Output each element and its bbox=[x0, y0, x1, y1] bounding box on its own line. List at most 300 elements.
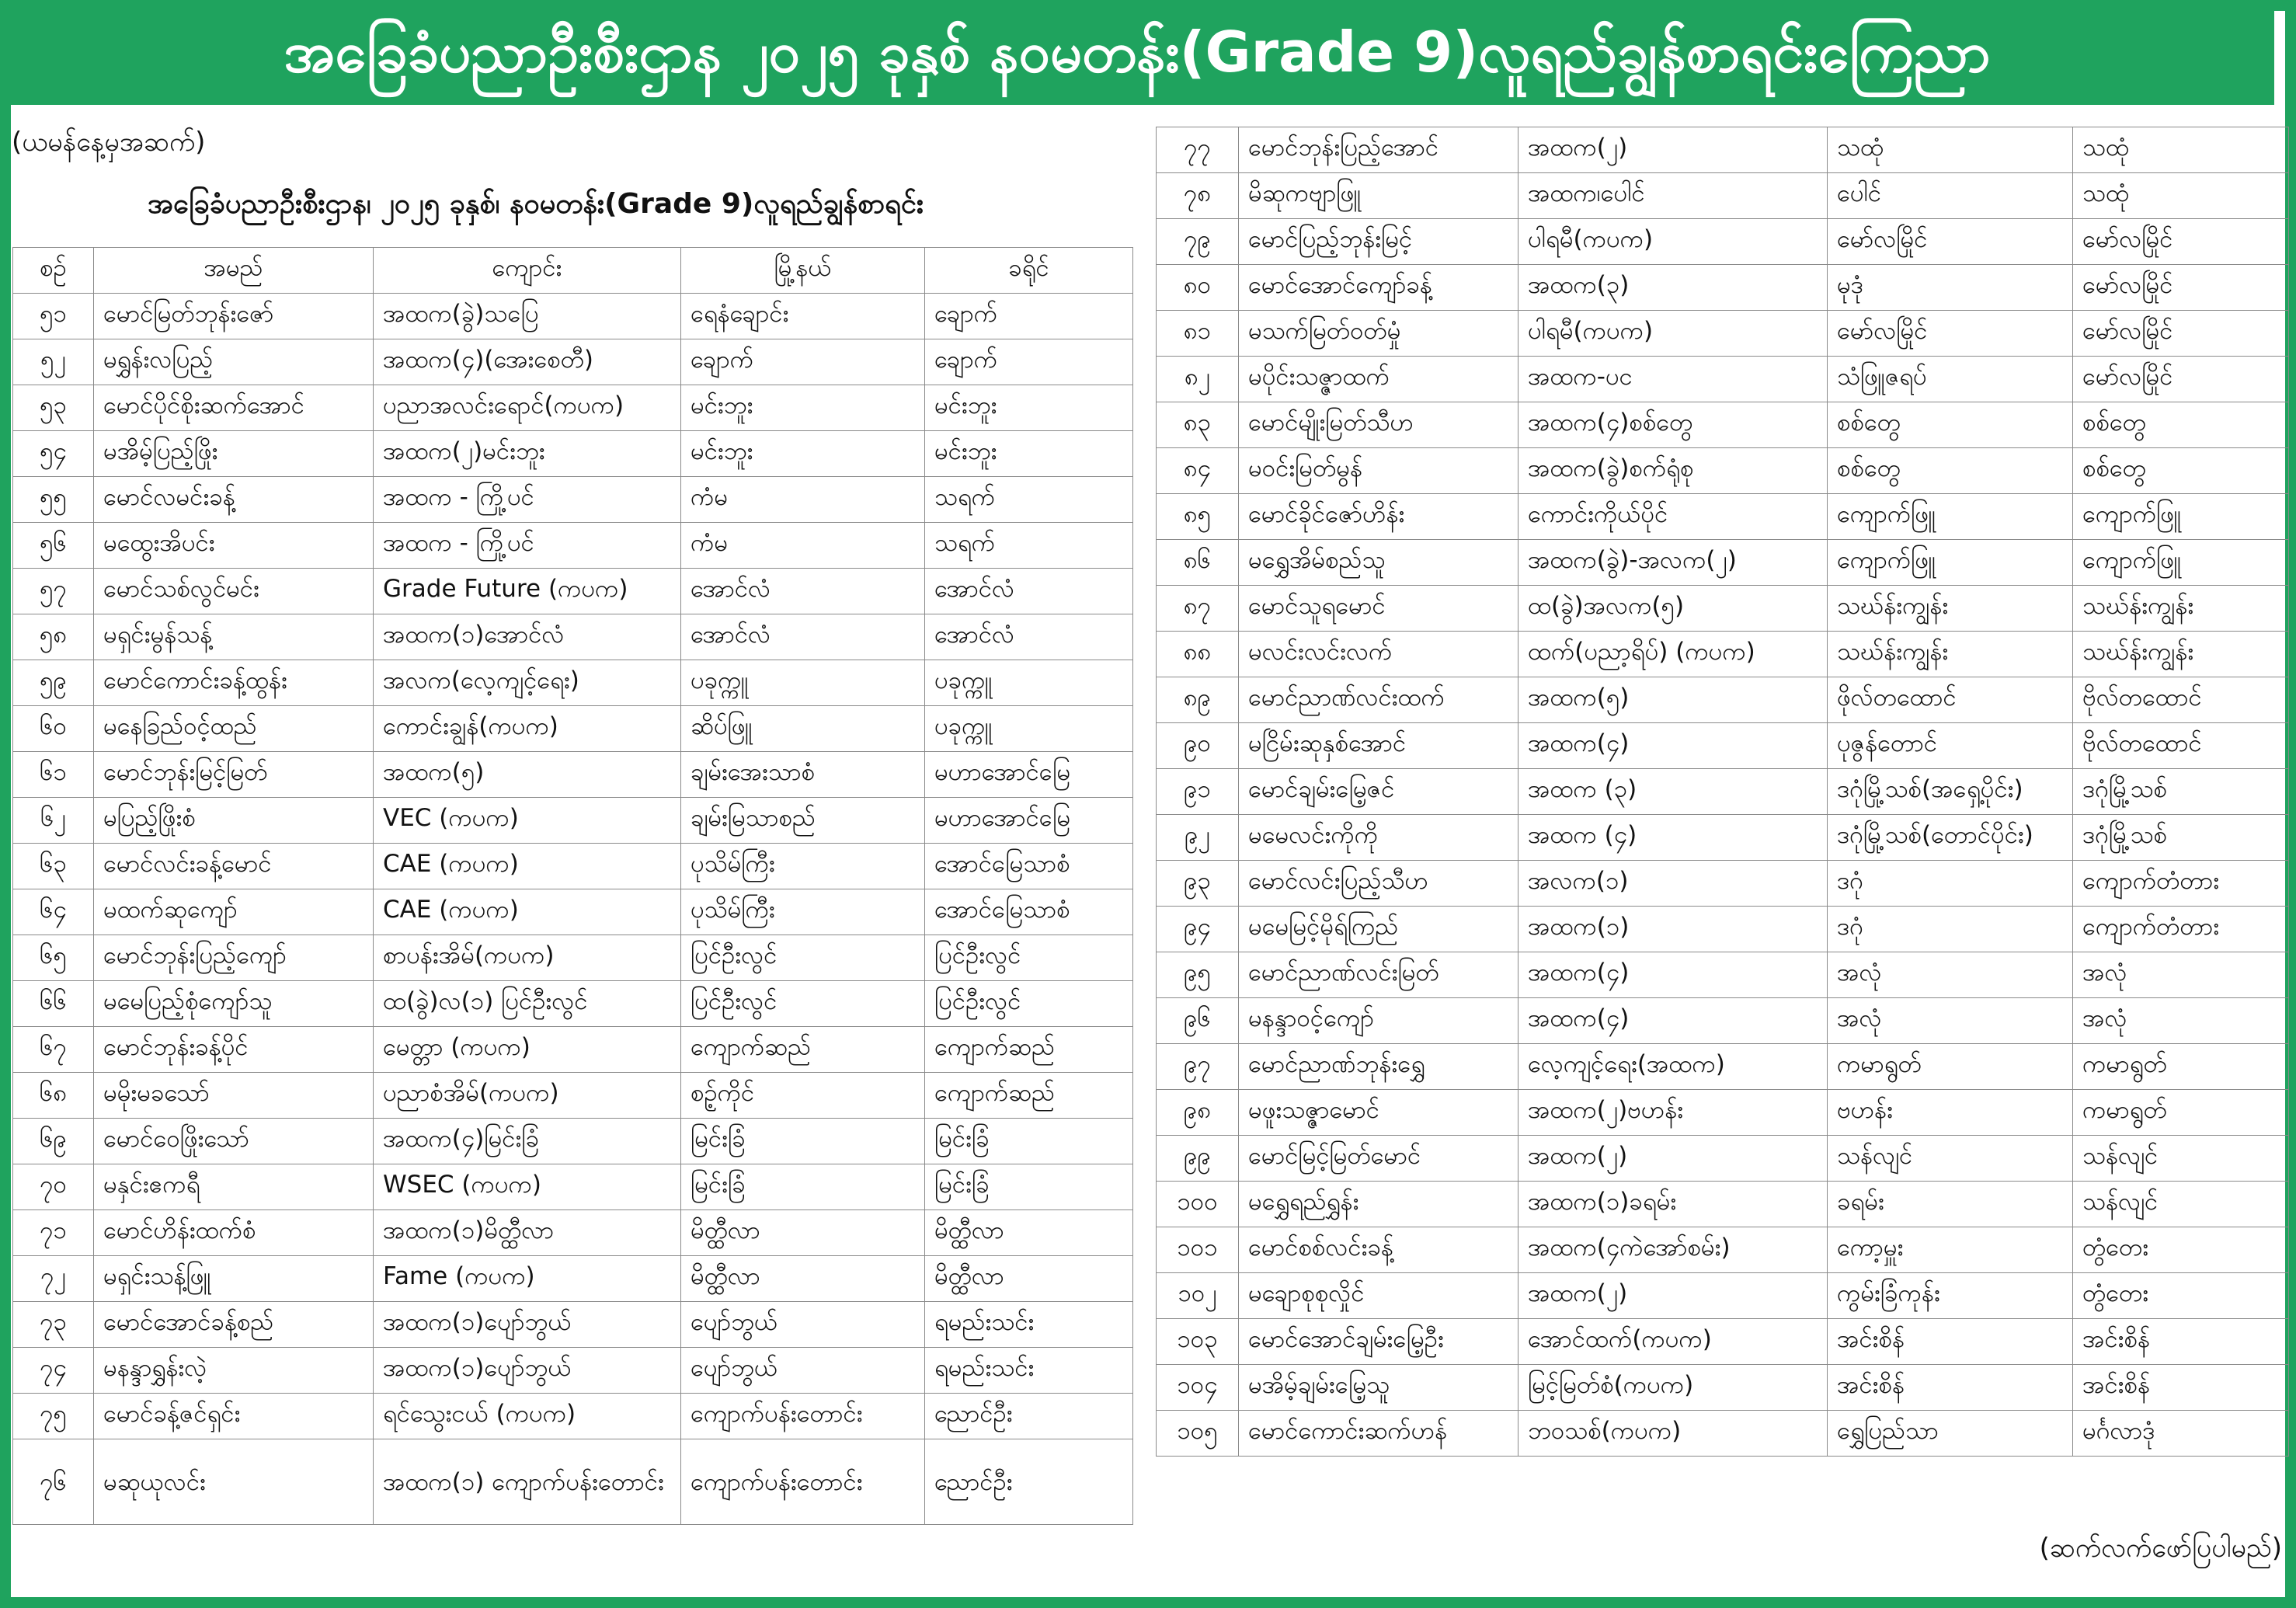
cell-name: မောင်စစ်လင်းခန့် bbox=[1239, 1227, 1518, 1273]
table-row bbox=[1157, 998, 2289, 1044]
table-row bbox=[1157, 402, 2289, 448]
cell-township: ကော့မှူး bbox=[1828, 1227, 2073, 1273]
cell-township: ပြင်ဦးလွင် bbox=[681, 935, 925, 981]
cell-school: အထက(၂)မင်းဘူး bbox=[374, 431, 681, 477]
table-row bbox=[13, 1439, 1133, 1525]
cell-no: ၇၈ bbox=[1157, 173, 1239, 219]
cell-no: ၉၇ bbox=[1157, 1044, 1239, 1090]
table-row bbox=[1157, 1044, 2289, 1090]
cell-township: ကမာရွတ် bbox=[1828, 1044, 2073, 1090]
cell-district: အောင်လံ bbox=[925, 569, 1133, 614]
cell-township: ကျောက်ပန်းတောင်း bbox=[681, 1394, 925, 1439]
cell-township: အောင်လံ bbox=[681, 614, 925, 660]
cell-no: ၅၂ bbox=[13, 339, 94, 385]
cell-name: မောင်ချမ်းမြေ့ဇင် bbox=[1239, 769, 1518, 815]
table-row bbox=[13, 981, 1133, 1027]
cell-school: ပါရမီ(ကပက) bbox=[1518, 219, 1828, 265]
cell-school: ဘဝသစ်(ကပက) bbox=[1518, 1411, 1828, 1457]
cell-township: မော်လမြိုင် bbox=[1828, 311, 2073, 357]
cell-name: မောင်ဘုန်းမြင့်မြတ် bbox=[94, 752, 374, 798]
table-row bbox=[13, 614, 1133, 660]
table-row bbox=[13, 339, 1133, 385]
cell-name: မောင်ညာဏ်လင်းထက် bbox=[1239, 677, 1518, 723]
cell-township: မင်းဘူး bbox=[681, 431, 925, 477]
cell-name: မမေပြည့်စုံကျော်သူ bbox=[94, 981, 374, 1027]
cell-township: ရွှေပြည်သာ bbox=[1828, 1411, 2073, 1457]
table-row bbox=[1157, 1090, 2289, 1136]
cell-school: အထက(၁) ကျောက်ပန်းတောင်း bbox=[374, 1439, 681, 1525]
table-row bbox=[13, 844, 1133, 889]
cell-township: ကျောက်ဖြူ bbox=[1828, 540, 2073, 586]
cell-no: ၇၀ bbox=[13, 1164, 94, 1210]
cell-township: ကျောက်ဖြူ bbox=[1828, 494, 2073, 540]
cell-district: ကျောက်တံတား bbox=[2073, 907, 2289, 952]
cell-name: မောင်ဘုန်းပြည့်ကျော် bbox=[94, 935, 374, 981]
cell-district: အလုံ bbox=[2073, 998, 2289, 1044]
cell-district: သဃ်န်းကျွန်း bbox=[2073, 632, 2289, 677]
cell-township: အလုံ bbox=[1828, 952, 2073, 998]
table-header-row bbox=[13, 248, 1133, 294]
cell-school: Fame (ကပက) bbox=[374, 1256, 681, 1302]
table-row bbox=[1157, 861, 2289, 907]
cell-township: မော်လမြိုင် bbox=[1828, 219, 2073, 265]
cell-district: အောင်မြေသာစံ bbox=[925, 889, 1133, 935]
cell-school: အထက(၅) bbox=[374, 752, 681, 798]
cell-no: ၇၅ bbox=[13, 1394, 94, 1439]
cell-district: မဟာအောင်မြေ bbox=[925, 798, 1133, 844]
table-row bbox=[1157, 952, 2289, 998]
table-row bbox=[1157, 723, 2289, 769]
cell-township: ပျော်ဘွယ် bbox=[681, 1348, 925, 1394]
table-row bbox=[1157, 1136, 2289, 1182]
cell-name: မရွှေအိမ်စည်သူ bbox=[1239, 540, 1518, 586]
cell-district: သရက် bbox=[925, 477, 1133, 523]
cell-no: ၁၀၀ bbox=[1157, 1182, 1239, 1227]
cell-school: အထက(၁)ပျော်ဘွယ် bbox=[374, 1302, 681, 1348]
table-row bbox=[1157, 1411, 2289, 1457]
cell-township: ပျော်ဘွယ် bbox=[681, 1302, 925, 1348]
table-row bbox=[1157, 494, 2289, 540]
table-row bbox=[1157, 127, 2289, 173]
cell-district: ကျောက်တံတား bbox=[2073, 861, 2289, 907]
cell-district: ပြင်ဦးလွင် bbox=[925, 935, 1133, 981]
cell-district: ကျောက်ဆည် bbox=[925, 1073, 1133, 1119]
cell-district: သထုံ bbox=[2073, 127, 2289, 173]
cell-name: မလင်းလင်းလက် bbox=[1239, 632, 1518, 677]
cell-township: အောင်လံ bbox=[681, 569, 925, 614]
cell-township: စစ်တွေ bbox=[1828, 402, 2073, 448]
cell-no: ၇၄ bbox=[13, 1348, 94, 1394]
cell-school: ပါရမီ(ကပက) bbox=[1518, 311, 1828, 357]
table-subtitle: အခြေခံပညာဦးစီးဌာန၊ ၂၀၂၅ ခုနှစ်၊ နဝမတန်း(Grade 9)လူရည်ချွန်စာရင်း bbox=[148, 188, 924, 220]
cell-school: အထက(၁) bbox=[1518, 907, 1828, 952]
table-row bbox=[13, 1394, 1133, 1439]
cell-district: သန်လျင် bbox=[2073, 1136, 2289, 1182]
cell-school: ရင်သွေးငယ် (ကပက) bbox=[374, 1394, 681, 1439]
cell-school: အထက(၁)ခရမ်း bbox=[1518, 1182, 1828, 1227]
cell-district: ကျောက်ဆည် bbox=[925, 1027, 1133, 1073]
cell-township: သဃ်န်းကျွန်း bbox=[1828, 586, 2073, 632]
cell-district: ချောက် bbox=[925, 339, 1133, 385]
table-row bbox=[1157, 677, 2289, 723]
cell-no: ၈၆ bbox=[1157, 540, 1239, 586]
cell-name: မောင်မြင့်မြတ်မောင် bbox=[1239, 1136, 1518, 1182]
cell-school: အလက(၁) bbox=[1518, 861, 1828, 907]
cell-township: ပုသိမ်ကြီး bbox=[681, 844, 925, 889]
cell-township: ဒဂုံမြို့သစ်(တောင်ပိုင်း) bbox=[1828, 815, 2073, 861]
cell-no: ၈၃ bbox=[1157, 402, 1239, 448]
cell-no: ၈၂ bbox=[1157, 357, 1239, 402]
cell-no: ၈၈ bbox=[1157, 632, 1239, 677]
cell-school: အထက(ခွဲ)သပြေ bbox=[374, 294, 681, 339]
cell-no: ၈၅ bbox=[1157, 494, 1239, 540]
cell-school: ကောင်းကိုယ်ပိုင် bbox=[1518, 494, 1828, 540]
cell-name: မဝင်းမြတ်မွန် bbox=[1239, 448, 1518, 494]
cell-no: ၅၅ bbox=[13, 477, 94, 523]
cell-district: တွံတေး bbox=[2073, 1273, 2289, 1319]
cell-district: မြင်းခြံ bbox=[925, 1119, 1133, 1164]
cell-township: အလုံ bbox=[1828, 998, 2073, 1044]
cell-school: အောင်ထက်(ကပက) bbox=[1518, 1319, 1828, 1365]
cell-name: မမေလင်းကိုကို bbox=[1239, 815, 1518, 861]
cell-township: သံဖြူဇရပ် bbox=[1828, 357, 2073, 402]
left-table bbox=[12, 247, 1133, 1525]
cell-township: ပေါင် bbox=[1828, 173, 2073, 219]
header-name: အမည် bbox=[94, 248, 374, 294]
table-row bbox=[1157, 586, 2289, 632]
cell-school: Grade Future (ကပက) bbox=[374, 569, 681, 614]
cell-district: ချောက် bbox=[925, 294, 1133, 339]
header-no: စဉ် bbox=[13, 248, 94, 294]
cell-no: ၉၆ bbox=[1157, 998, 1239, 1044]
cell-district: စစ်တွေ bbox=[2073, 448, 2289, 494]
cell-district: သရက် bbox=[925, 523, 1133, 569]
cell-name: မောင်ဘုန်းခန့်ပိုင် bbox=[94, 1027, 374, 1073]
cell-district: ပခုက္ကူ bbox=[925, 706, 1133, 752]
cell-name: မဆုယုလင်း bbox=[94, 1439, 374, 1525]
cell-name: မဖူးသဇ္ဇာမောင် bbox=[1239, 1090, 1518, 1136]
table-row bbox=[13, 798, 1133, 844]
cell-no: ၁၀၄ bbox=[1157, 1365, 1239, 1411]
cell-school: စာပန်းအိမ်(ကပက) bbox=[374, 935, 681, 981]
table-row bbox=[1157, 1319, 2289, 1365]
table-row bbox=[13, 1119, 1133, 1164]
cell-township: သထုံ bbox=[1828, 127, 2073, 173]
cell-school: ထ(ခွဲ)လ(၁) ပြင်ဦးလွင် bbox=[374, 981, 681, 1027]
cell-no: ၅၇ bbox=[13, 569, 94, 614]
cell-no: ၆၇ bbox=[13, 1027, 94, 1073]
cell-name: မောင်အောင်ချမ်းမြေ့ဦး bbox=[1239, 1319, 1518, 1365]
cell-name: မောင်ညာဏ်ဘုန်းရွှေ bbox=[1239, 1044, 1518, 1090]
cell-no: ၇၉ bbox=[1157, 219, 1239, 265]
cell-township: ပုဇွန်တောင် bbox=[1828, 723, 2073, 769]
cell-name: မပိုင်းသဇ္ဇာထက် bbox=[1239, 357, 1518, 402]
cell-no: ၆၄ bbox=[13, 889, 94, 935]
cell-school: ပညာစံအိမ်(ကပက) bbox=[374, 1073, 681, 1119]
cell-no: ၅၆ bbox=[13, 523, 94, 569]
cell-school: အထက၊ပေါင် bbox=[1518, 173, 1828, 219]
cell-school: အထက(၄) bbox=[1518, 998, 1828, 1044]
cell-district: မင်္ဂလာဒုံ bbox=[2073, 1411, 2289, 1457]
cell-district: ညောင်ဦး bbox=[925, 1394, 1133, 1439]
cell-district: မော်လမြိုင် bbox=[2073, 357, 2289, 402]
cell-school: အထက(၄)(အေးစေတီ) bbox=[374, 339, 681, 385]
cell-name: မောင်ခန့်ဇင်ရှင်း bbox=[94, 1394, 374, 1439]
table-row bbox=[1157, 907, 2289, 952]
cell-school: ထ(ခွဲ)အလက(၅) bbox=[1518, 586, 1828, 632]
cell-district: အင်းစိန် bbox=[2073, 1319, 2289, 1365]
cell-township: ဒဂုံမြို့သစ်(အရှေ့ပိုင်း) bbox=[1828, 769, 2073, 815]
cell-name: မနန္ဒာဝင့်ကျော် bbox=[1239, 998, 1518, 1044]
table-row bbox=[13, 431, 1133, 477]
cell-school: CAE (ကပက) bbox=[374, 844, 681, 889]
table-row bbox=[13, 706, 1133, 752]
cell-township: ကျောက်ဆည် bbox=[681, 1027, 925, 1073]
right-table bbox=[1156, 127, 2289, 1457]
cell-no: ၈၇ bbox=[1157, 586, 1239, 632]
cell-school: အထက(၁)ပျော်ဘွယ် bbox=[374, 1348, 681, 1394]
table-row bbox=[1157, 1227, 2289, 1273]
cell-township: ပုသိမ်ကြီး bbox=[681, 889, 925, 935]
table-row bbox=[13, 1302, 1133, 1348]
cell-school: CAE (ကပက) bbox=[374, 889, 681, 935]
table-row bbox=[1157, 815, 2289, 861]
cell-no: ၉၈ bbox=[1157, 1090, 1239, 1136]
table-row bbox=[13, 1256, 1133, 1302]
cell-school: မြင့်မြတ်စံ(ကပက) bbox=[1518, 1365, 1828, 1411]
cell-district: အောင်လံ bbox=[925, 614, 1133, 660]
cell-name: မောင်မြတ်ဘုန်းဇော် bbox=[94, 294, 374, 339]
cell-name: မောင်အောင်ကျော်ခန့် bbox=[1239, 265, 1518, 311]
cell-no: ၁၀၃ bbox=[1157, 1319, 1239, 1365]
cell-district: ကမာရွတ် bbox=[2073, 1044, 2289, 1090]
cell-no: ၅၁ bbox=[13, 294, 94, 339]
table-row bbox=[1157, 265, 2289, 311]
cell-district: မဟာအောင်မြေ bbox=[925, 752, 1133, 798]
table-row bbox=[13, 935, 1133, 981]
cell-no: ၉၅ bbox=[1157, 952, 1239, 998]
cell-district: ဒဂုံမြို့သစ် bbox=[2073, 769, 2289, 815]
cell-school: အထက-ပင bbox=[1518, 357, 1828, 402]
cell-name: မောင်ပြည့်ဘုန်းမြင့် bbox=[1239, 219, 1518, 265]
cell-township: မိတ္ထီလာ bbox=[681, 1210, 925, 1256]
table-row bbox=[13, 385, 1133, 431]
table-row bbox=[1157, 769, 2289, 815]
cell-name: မောင်မျိုးမြတ်သီဟ bbox=[1239, 402, 1518, 448]
cell-district: တွံတေး bbox=[2073, 1227, 2289, 1273]
cell-district: မော်လမြိုင် bbox=[2073, 265, 2289, 311]
banner-title: အခြေခံပညာဦးစီးဌာန ၂၀၂၅ ခုနှစ် နဝမတန်း(Grade 9)လူရည်ချွန်စာရင်းကြေညာ bbox=[0, 0, 2274, 105]
cell-township: ပြင်ဦးလွင် bbox=[681, 981, 925, 1027]
table-row bbox=[1157, 632, 2289, 677]
cell-school: မေတ္တာ (ကပက) bbox=[374, 1027, 681, 1073]
cell-no: ၇၁ bbox=[13, 1210, 94, 1256]
cell-school: အထက (၄) bbox=[1518, 815, 1828, 861]
cell-name: မောင်ခိုင်ဇော်ဟိန်း bbox=[1239, 494, 1518, 540]
cell-no: ၁၀၂ bbox=[1157, 1273, 1239, 1319]
cell-no: ၆၅ bbox=[13, 935, 94, 981]
cell-school: အထက - ကြို့ပင် bbox=[374, 477, 681, 523]
cell-school: အထက(၂)ဗဟန်း bbox=[1518, 1090, 1828, 1136]
cell-no: ၉၉ bbox=[1157, 1136, 1239, 1182]
cell-school: အထက(၄ကဲအော်စမ်း) bbox=[1518, 1227, 1828, 1273]
cell-school: လေ့ကျင့်ရေး(အထက) bbox=[1518, 1044, 1828, 1090]
cell-township: ဆိပ်ဖြူ bbox=[681, 706, 925, 752]
cell-township: အင်းစိန် bbox=[1828, 1319, 2073, 1365]
table-row bbox=[1157, 448, 2289, 494]
cell-name: မအိမ့်ပြည့်ဖြိုး bbox=[94, 431, 374, 477]
cell-school: အထက(၂) bbox=[1518, 1136, 1828, 1182]
cell-no: ၁၀၁ bbox=[1157, 1227, 1239, 1273]
table-row bbox=[13, 1164, 1133, 1210]
cell-no: ၅၄ bbox=[13, 431, 94, 477]
cell-district: ပခုက္ကူ bbox=[925, 660, 1133, 706]
cell-no: ၈၁ bbox=[1157, 311, 1239, 357]
cell-township: ရေနံချောင်း bbox=[681, 294, 925, 339]
cell-school: အထက - ကြို့ပင် bbox=[374, 523, 681, 569]
cell-township: ပခုက္ကူ bbox=[681, 660, 925, 706]
cell-name: မောင်သူရမောင် bbox=[1239, 586, 1518, 632]
cell-name: မထွေးအိပင်း bbox=[94, 523, 374, 569]
cell-district: အင်းစိန် bbox=[2073, 1365, 2289, 1411]
cell-name: မောင်ဝေဖြိုးသော် bbox=[94, 1119, 374, 1164]
table-row bbox=[13, 477, 1133, 523]
cell-township: ဖိုလ်တထောင် bbox=[1828, 677, 2073, 723]
cell-district: ညောင်ဦး bbox=[925, 1439, 1133, 1525]
table-row bbox=[1157, 1273, 2289, 1319]
cell-no: ၆၆ bbox=[13, 981, 94, 1027]
table-row bbox=[1157, 357, 2289, 402]
cell-township: ကျောက်ပန်းတောင်း bbox=[681, 1439, 925, 1525]
cell-district: ဒဂုံမြို့သစ် bbox=[2073, 815, 2289, 861]
table-row bbox=[13, 569, 1133, 614]
cell-name: မပြည့်ဖြိုးစံ bbox=[94, 798, 374, 844]
cell-township: ကံမ bbox=[681, 477, 925, 523]
cell-district: သထုံ bbox=[2073, 173, 2289, 219]
cell-name: မထက်ဆုကျော် bbox=[94, 889, 374, 935]
cell-school: ကောင်းချွန်(ကပက) bbox=[374, 706, 681, 752]
cell-name: မိဆုကဗျာဖြူ bbox=[1239, 173, 1518, 219]
header-township: မြို့နယ် bbox=[681, 248, 925, 294]
cell-district: မော်လမြိုင် bbox=[2073, 311, 2289, 357]
cell-district: ကျောက်ဖြူ bbox=[2073, 494, 2289, 540]
cell-no: ၇၇ bbox=[1157, 127, 1239, 173]
cell-name: မရွှန်းလပြည့် bbox=[94, 339, 374, 385]
table-row bbox=[1157, 219, 2289, 265]
cell-school: ထက်(ပညာ့ရိပ်) (ကပက) bbox=[1518, 632, 1828, 677]
table-row bbox=[13, 1027, 1133, 1073]
cell-no: ၉၃ bbox=[1157, 861, 1239, 907]
cell-name: မအိမ့်ချမ်းမြေ့သူ bbox=[1239, 1365, 1518, 1411]
cell-township: အင်းစိန် bbox=[1828, 1365, 2073, 1411]
cell-school: အထက(၁)မိတ္ထီလာ bbox=[374, 1210, 681, 1256]
cell-district: အောင်မြေသာစံ bbox=[925, 844, 1133, 889]
cell-no: ၈၀ bbox=[1157, 265, 1239, 311]
cell-name: မချောစုစုလှိုင် bbox=[1239, 1273, 1518, 1319]
cell-township: ဒဂုံ bbox=[1828, 861, 2073, 907]
cell-township: သဃ်န်းကျွန်း bbox=[1828, 632, 2073, 677]
cell-district: အလုံ bbox=[2073, 952, 2289, 998]
cell-name: မောင်လင်းခန့်မောင် bbox=[94, 844, 374, 889]
table-row bbox=[13, 1210, 1133, 1256]
cell-no: ၉၂ bbox=[1157, 815, 1239, 861]
cell-district: ဗိုလ်တထောင် bbox=[2073, 677, 2289, 723]
footer-note: (ဆက်လက်ဖော်ပြပါမည်) bbox=[2039, 1533, 2282, 1564]
cell-name: မနေခြည်ဝင့်ထည် bbox=[94, 706, 374, 752]
cell-district: မိတ္ထီလာ bbox=[925, 1210, 1133, 1256]
table-row bbox=[13, 752, 1133, 798]
cell-name: မရှင်းမွန်သန့် bbox=[94, 614, 374, 660]
cell-school: အထက(၄)မြင်းခြံ bbox=[374, 1119, 681, 1164]
cell-name: မောင်ပိုင်စိုးဆက်အောင် bbox=[94, 385, 374, 431]
cell-school: အထက(၁)အောင်လံ bbox=[374, 614, 681, 660]
cell-township: စစ်တွေ bbox=[1828, 448, 2073, 494]
cell-school: အထက(၄) bbox=[1518, 952, 1828, 998]
cell-no: ၆၀ bbox=[13, 706, 94, 752]
cell-township: မင်းဘူး bbox=[681, 385, 925, 431]
cell-school: WSEC (ကပက) bbox=[374, 1164, 681, 1210]
table-row bbox=[13, 660, 1133, 706]
cell-township: ဗဟန်း bbox=[1828, 1090, 2073, 1136]
table-row bbox=[1157, 540, 2289, 586]
cell-name: မောင်ဘုန်းပြည့်အောင် bbox=[1239, 127, 1518, 173]
cell-school: အထက(၃) bbox=[1518, 265, 1828, 311]
left-table-body bbox=[13, 294, 1133, 1525]
cell-school: VEC (ကပက) bbox=[374, 798, 681, 844]
cell-name: မနန္ဒာရွှန်းလဲ့ bbox=[94, 1348, 374, 1394]
table-row bbox=[13, 1348, 1133, 1394]
cell-no: ၅၈ bbox=[13, 614, 94, 660]
cell-district: ကျောက်ဖြူ bbox=[2073, 540, 2289, 586]
cell-township: မုဒုံ bbox=[1828, 265, 2073, 311]
cell-school: အထက(၅) bbox=[1518, 677, 1828, 723]
cell-school: အလက(လေ့ကျင့်ရေး) bbox=[374, 660, 681, 706]
table-row bbox=[13, 889, 1133, 935]
cell-township: စဉ့်ကိုင် bbox=[681, 1073, 925, 1119]
cell-name: မောင်အောင်ခန့်စည် bbox=[94, 1302, 374, 1348]
cell-no: ၅၉ bbox=[13, 660, 94, 706]
cell-name: မငြိမ်းဆုနှစ်အောင် bbox=[1239, 723, 1518, 769]
cell-no: ၆၉ bbox=[13, 1119, 94, 1164]
header-district: ခရိုင် bbox=[925, 248, 1133, 294]
table-row bbox=[1157, 311, 2289, 357]
cell-school: အထက(၂) bbox=[1518, 127, 1828, 173]
cell-district: ကမာရွတ် bbox=[2073, 1090, 2289, 1136]
table-row bbox=[1157, 1182, 2289, 1227]
continued-note: (ယမန်နေ့မှအဆက်) bbox=[12, 127, 206, 158]
cell-district: သန်လျင် bbox=[2073, 1182, 2289, 1227]
cell-name: မမေမြင့်မိုရ်ကြည် bbox=[1239, 907, 1518, 952]
table-row bbox=[13, 1073, 1133, 1119]
cell-name: မောင်ညာဏ်လင်းမြတ် bbox=[1239, 952, 1518, 998]
cell-school: ပညာအလင်းရောင်(ကပက) bbox=[374, 385, 681, 431]
cell-no: ၈၄ bbox=[1157, 448, 1239, 494]
cell-no: ၇၃ bbox=[13, 1302, 94, 1348]
cell-township: သန်လျင် bbox=[1828, 1136, 2073, 1182]
cell-name: မသက်မြတ်ဝတ်မှုံ bbox=[1239, 311, 1518, 357]
cell-district: မိတ္ထီလာ bbox=[925, 1256, 1133, 1302]
cell-school: အထက (၃) bbox=[1518, 769, 1828, 815]
cell-district: မြင်းခြံ bbox=[925, 1164, 1133, 1210]
cell-district: ရမည်းသင်း bbox=[925, 1302, 1133, 1348]
right-table-body bbox=[1157, 127, 2289, 1457]
cell-name: မောင်ဟိန်းထက်စံ bbox=[94, 1210, 374, 1256]
cell-name: မောင်သစ်လွင်မင်း bbox=[94, 569, 374, 614]
cell-school: အထက(၄) bbox=[1518, 723, 1828, 769]
cell-no: ၆၁ bbox=[13, 752, 94, 798]
header-school: ကျောင်း bbox=[374, 248, 681, 294]
cell-district: မော်လမြိုင် bbox=[2073, 219, 2289, 265]
